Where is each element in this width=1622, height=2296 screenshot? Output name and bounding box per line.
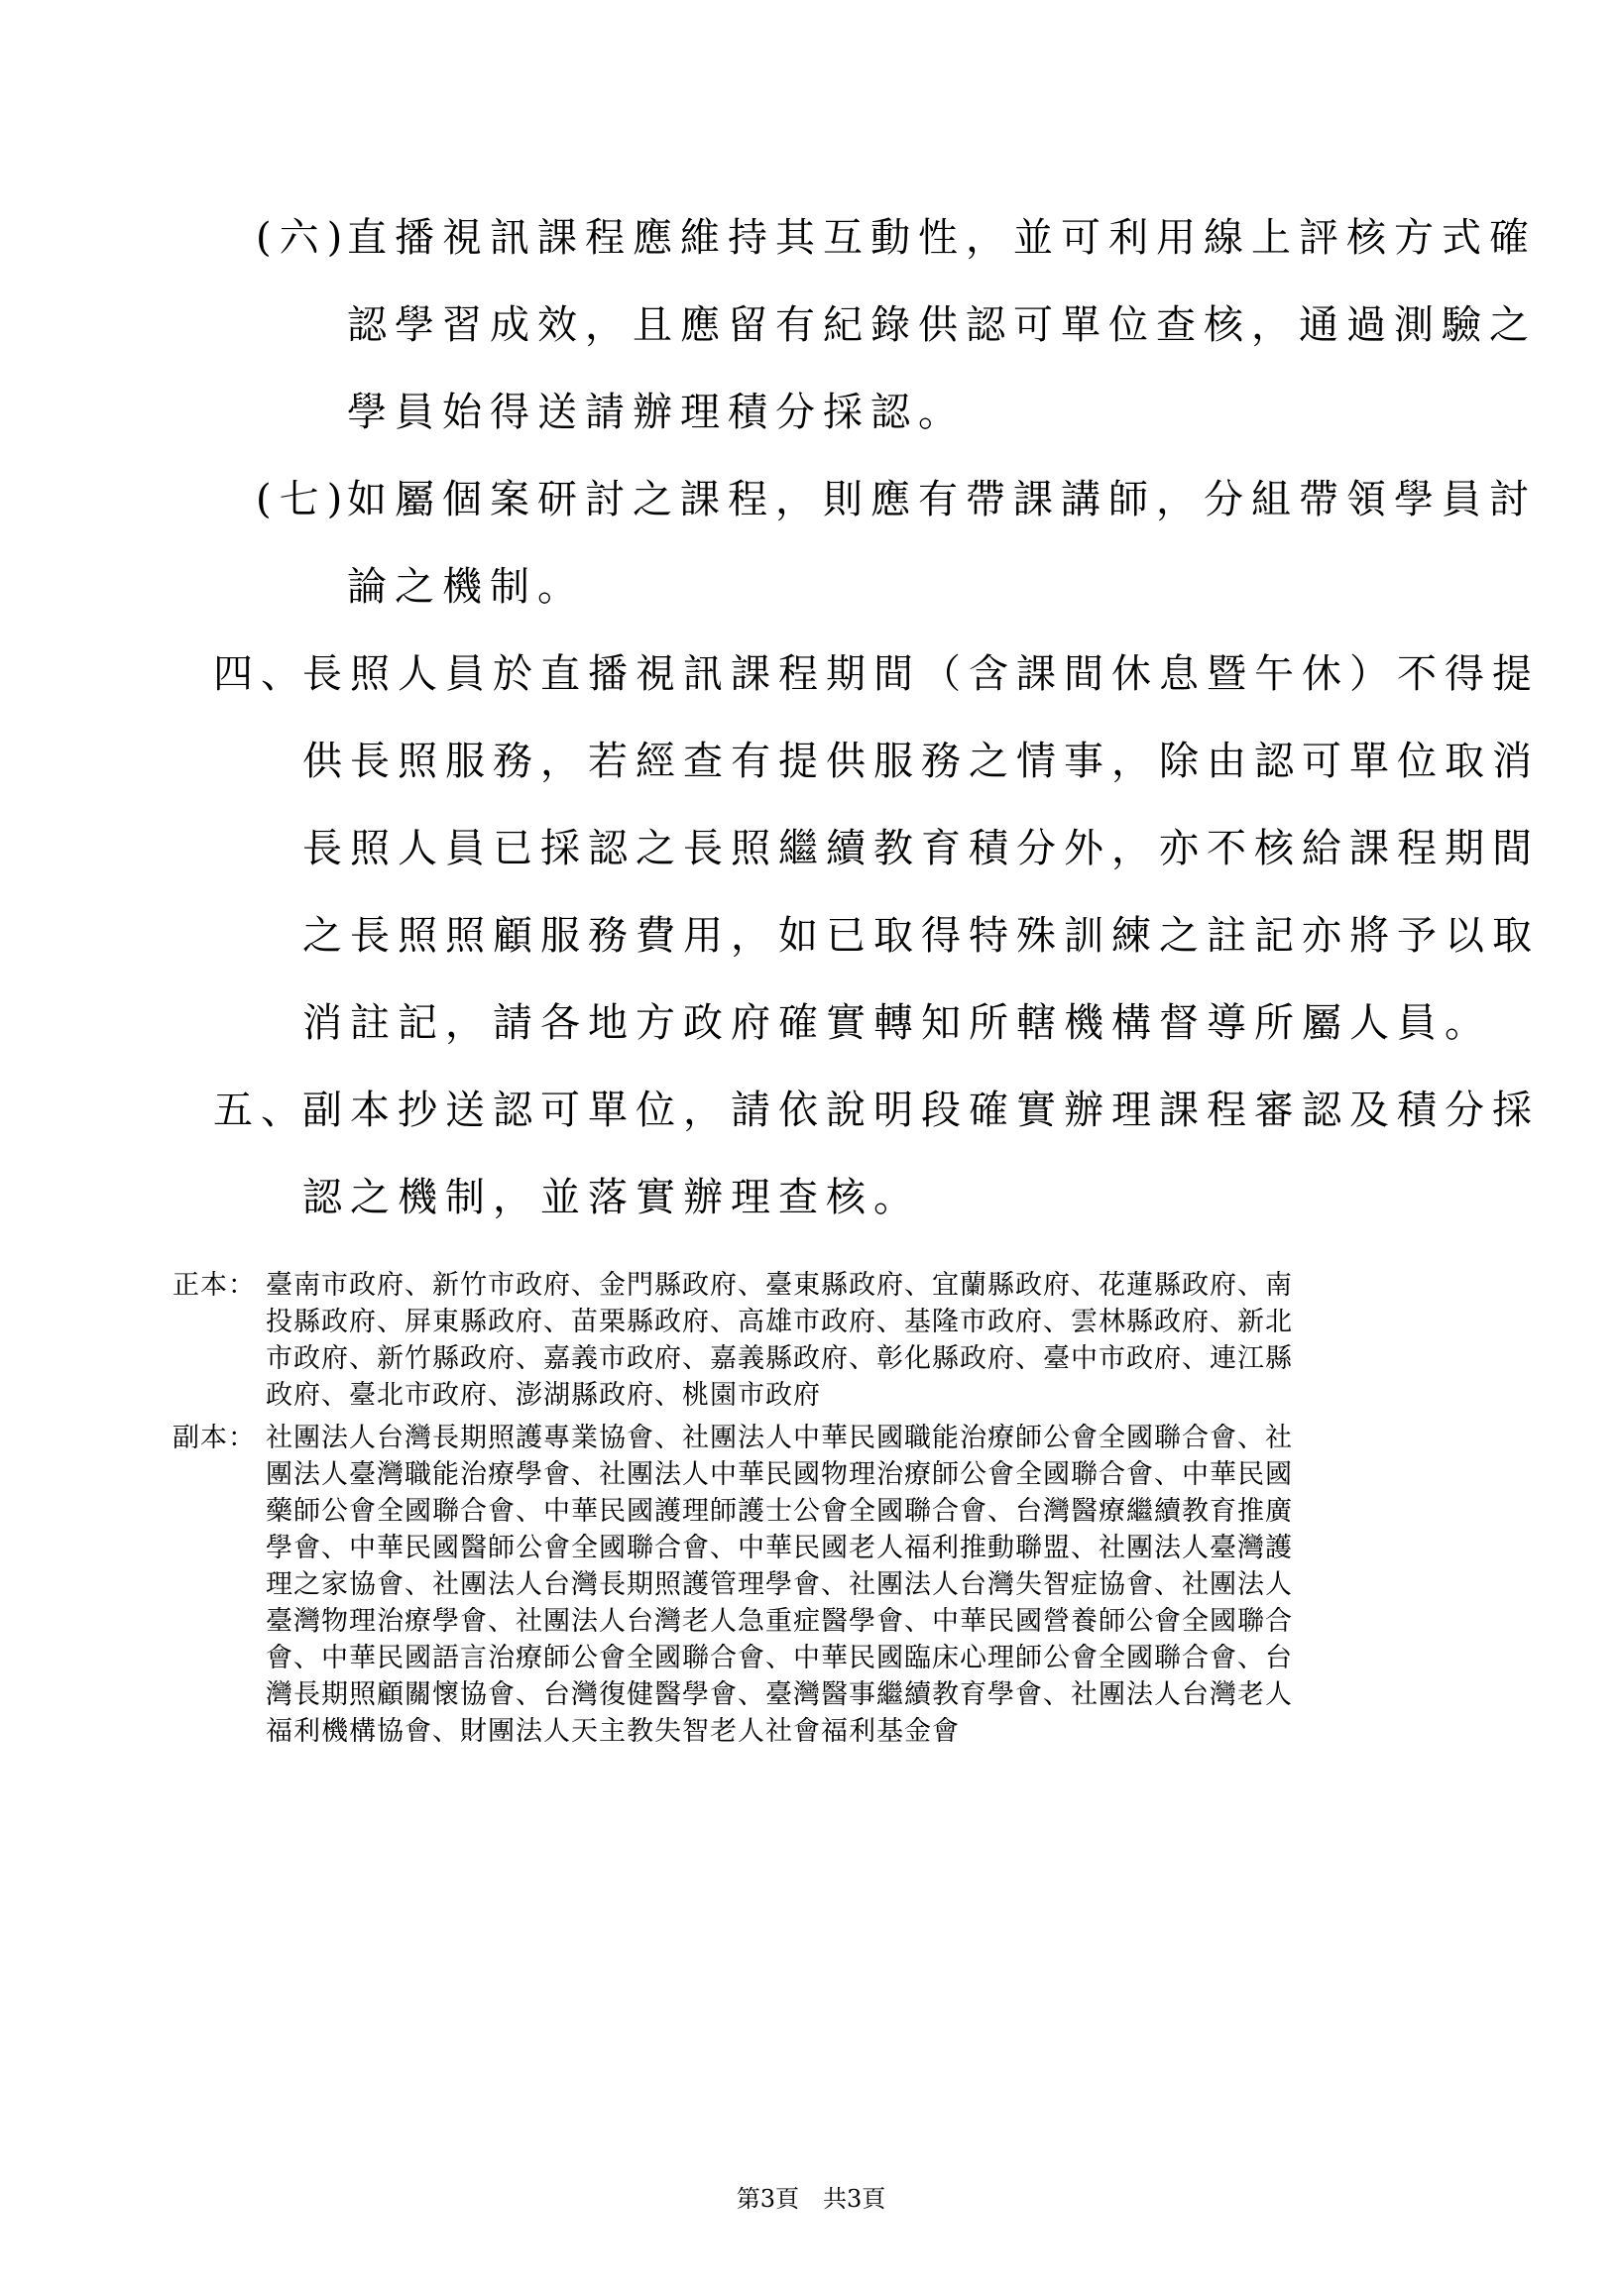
distribution-copy: [173, 1420, 1481, 1750]
distribution-main-label: 正本：: [173, 1270, 256, 1301]
distribution-copy-list: [266, 1420, 1481, 1750]
distribution-main-line: 投縣政府、屏東縣政府、苗栗縣政府、高雄市政府、基隆市政府、雲林縣政府、新北: [266, 1307, 1293, 1337]
item-seven-marker: (七): [256, 477, 351, 522]
item-five: [213, 1067, 1540, 1241]
item-six-line: 認學習成效，且應留有紀錄供認可單位查核，通過測驗之: [347, 302, 1537, 348]
item-seven: [256, 456, 1537, 631]
item-four-line: 之長照照顧服務費用，如已取得特殊訓練之註記亦將予以取: [302, 913, 1540, 959]
distribution-main-line: 政府、臺北市政府、澎湖縣政府、桃園市政府: [266, 1380, 821, 1411]
item-four-marker: 四、: [213, 651, 308, 697]
distribution-copy-line: 學會、中華民國醫師公會全國聯合會、中華民國老人福利推動聯盟、社團法人臺灣護: [266, 1533, 1293, 1563]
item-six-line: 學員始得送請辦理積分採認。: [347, 390, 966, 435]
distribution-copy-line: 臺灣物理治療學會、社團法人台灣老人急重症醫學會、中華民國營養師公會全國聯合: [266, 1606, 1293, 1637]
distribution-main: [173, 1267, 1481, 1414]
item-five-line: 認之機制，並落實辦理查核。: [302, 1175, 921, 1220]
item-six-marker: (六): [256, 215, 351, 261]
distribution-copy-line: 藥師公會全國聯合會、中華民國護理師護士公會全國聯合會、台灣醫療繼續教育推廣: [266, 1496, 1293, 1527]
distribution-copy-line: 理之家協會、社團法人台灣長期照護管理學會、社團法人台灣失智症協會、社團法人: [266, 1569, 1293, 1600]
distribution-main-line: 臺南市政府、新竹市政府、金門縣政府、臺東縣政府、宜蘭縣政府、花蓮縣政府、南: [266, 1270, 1293, 1301]
item-four-line: 長照人員於直播視訊課程期間（含課間休息暨午休）不得提: [302, 651, 1540, 697]
page-number: 第3頁 共3頁: [736, 2185, 886, 2213]
distribution-copy-line: 灣長期照顧關懷協會、台灣復健醫學會、臺灣醫事繼續教育學會、社團法人台灣老人: [266, 1679, 1293, 1710]
item-four-line: 供長照服務，若經查有提供服務之情事，除由認可單位取消: [302, 739, 1540, 784]
item-seven-line: 如屬個案研討之課程，則應有帶課講師，分組帶領學員討: [347, 477, 1537, 522]
item-six-line: 直播視訊課程應維持其互動性，並可利用線上評核方式確: [347, 215, 1537, 261]
item-four: [213, 631, 1540, 1067]
item-seven-line: 論之機制。: [347, 564, 585, 610]
distribution-copy-line: 會、中華民國語言治療師公會全國聯合會、中華民國臨床心理師公會全國聯合會、台: [266, 1643, 1293, 1673]
distribution-copy-label: 副本：: [173, 1423, 256, 1453]
item-five-marker: 五、: [213, 1088, 308, 1133]
distribution-copy-line: 福利機構協會、財團法人天主教失智老人社會福利基金會: [266, 1716, 960, 1747]
item-five-line: 副本抄送認可單位，請依說明段確實辦理課程審認及積分採: [302, 1088, 1540, 1133]
item-four-line: 長照人員已採認之長照繼續教育積分外，亦不核給課程期間: [302, 826, 1540, 871]
distribution-main-list: [266, 1267, 1481, 1414]
distribution-main-line: 市政府、新竹縣政府、嘉義市政府、嘉義縣政府、彰化縣政府、臺中市政府、連江縣: [266, 1343, 1293, 1374]
distribution-copy-line: 社團法人台灣長期照護專業協會、社團法人中華民國職能治療師公會全國聯合會、社: [266, 1423, 1293, 1453]
item-four-line: 消註記，請各地方政府確實轉知所轄機構督導所屬人員。: [302, 1000, 1492, 1046]
distribution-copy-line: 團法人臺灣職能治療學會、社團法人中華民國物理治療師公會全國聯合會、中華民國: [266, 1459, 1293, 1490]
item-six: [256, 194, 1537, 456]
